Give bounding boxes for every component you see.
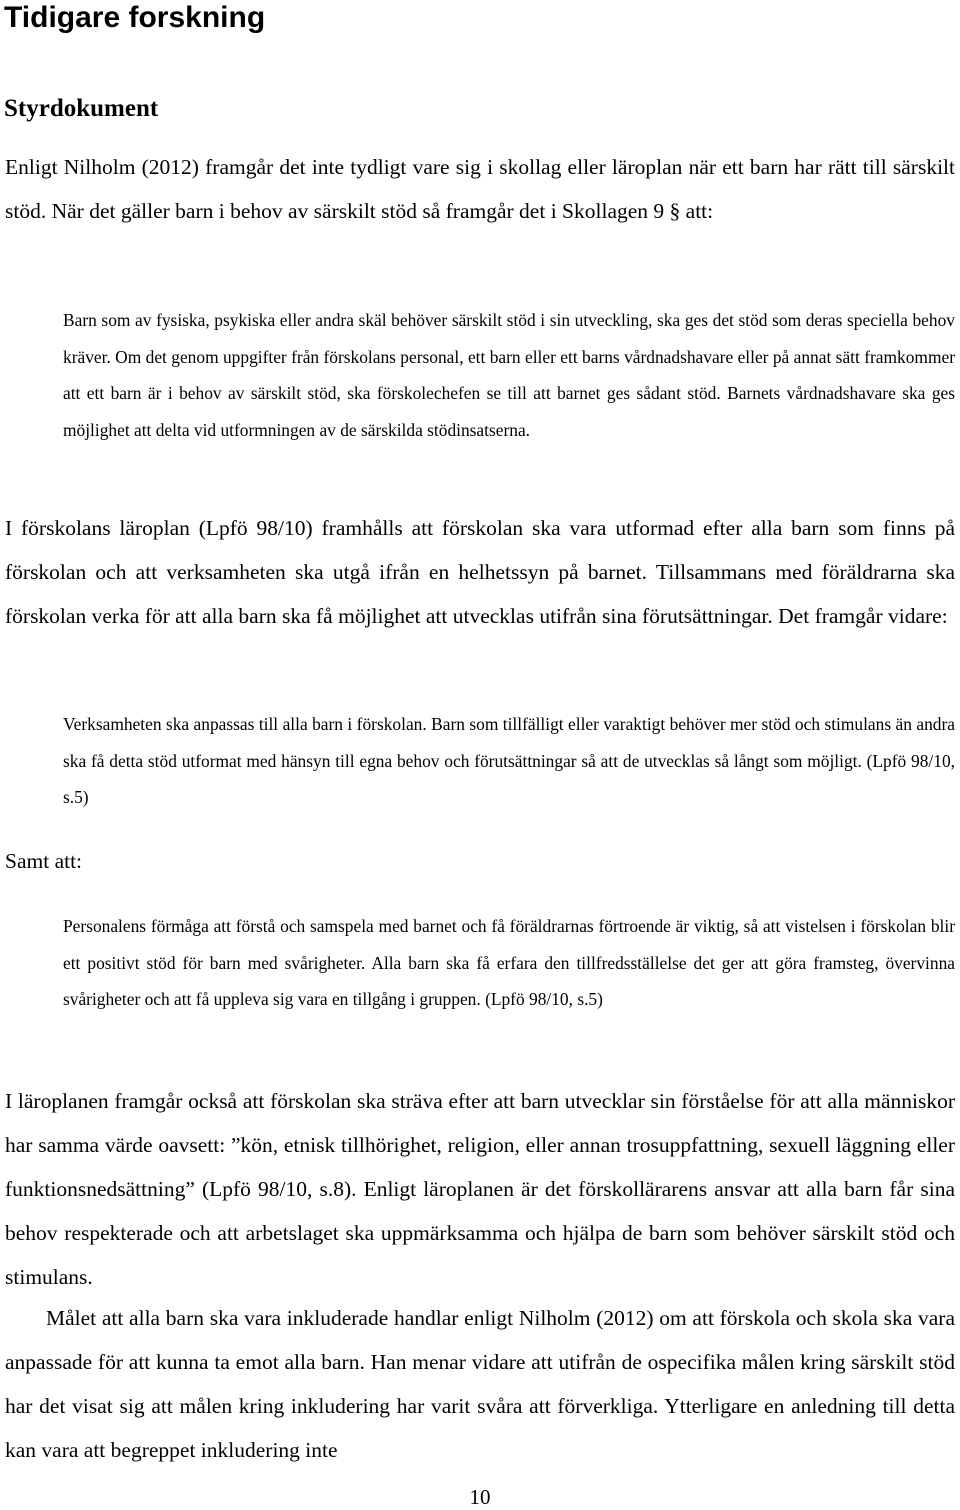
- paragraph-varde: I läroplanen framgår också att förskolan ska sträva efter att barn utvecklar sin förståelse för att alla människor har samma värde oavsett: ”kön, etnisk tillhörighet, religion, eller annan trosuppfattning, sexuell läggning eller funktionsnedsättning” (Lpfö 98/10, s.8). Enligt läroplanen är det förskollärarens ansvar att alla barn får sina behov respekterade och att arbetslaget ska uppmärksamma och hjälpa de barn som behöver särskilt stöd och stimulans.: [5, 1089, 955, 1289]
- paragraph-laroplan: I förskolans läroplan (Lpfö 98/10) framhålls att förskolan ska vara utformad efter alla barn som finns på förskolan och att verksamheten ska utgå ifrån en helhetssyn på barnet. Tillsammans med föräldrarna ska förskolan verka för att alla barn ska få möjlighet att utvecklas utifrån sina förutsättningar. Det framgår vidare:: [5, 516, 955, 628]
- section-heading: Tidigare forskning: [4, 1, 266, 34]
- block-quote-skollagen: Barn som av fysiska, psykiska eller andra skäl behöver särskilt stöd i sin utveckling, ska ges det stöd som deras speciella behov kräver. Om det genom uppgifter från förskolans personal, ett barn eller ett barns vårdnadshavare eller på annat sätt framkommer att ett barn är i behov av särskilt stöd, ska förskolechefen se till att barnet ges sådant stöd. Barnets vårdnadshavare ska ges möjlighet att delta vid utformningen av de särskilda stödinsatserna.: [63, 310, 955, 440]
- block-quote-lpfo-2: Personalens förmåga att förstå och samspela med barnet och få föräldrarnas förtroende är viktig, så att vistelsen i förskolan blir ett positivt stöd för barn med svårigheter. Alla barn ska få erfara den tillfredsställelse det ger att göra framsteg, övervinna svårigheter och att få uppleva sig vara en tillgång i gruppen. (Lpfö 98/10, s.5): [63, 916, 955, 1009]
- page-number: 10: [469, 1485, 491, 1509]
- paragraph-intro: Enligt Nilholm (2012) framgår det inte tydligt vare sig i skollag eller läroplan när ett barn har rätt till särskilt stöd. När det gäller barn i behov av särskilt stöd så framgår det i Skollagen 9 § att:: [5, 155, 955, 223]
- samt-att-label: Samt att:: [5, 849, 83, 873]
- block-quote-lpfo-1: Verksamheten ska anpassas till alla barn i förskolan. Barn som tillfälligt eller varaktigt behöver mer stöd och stimulans än andra ska få detta stöd utformat med hänsyn till egna behov och förutsättningar så att de utvecklas så långt som möjligt. (Lpfö 98/10, s.5): [63, 714, 955, 807]
- subsection-heading: Styrdokument: [4, 95, 159, 122]
- paragraph-inkludering: Målet att alla barn ska vara inkluderade handlar enligt Nilholm (2012) om att förskola och skola ska vara anpassade för att kunna ta emot alla barn. Han menar vidare att utifrån de ospecifika målen kring särskilt stöd har det visat sig att målen kring inkludering har varit svåra att förverkliga. Ytterligare en anledning till detta kan vara att begreppet inkludering inte: [5, 1306, 955, 1462]
